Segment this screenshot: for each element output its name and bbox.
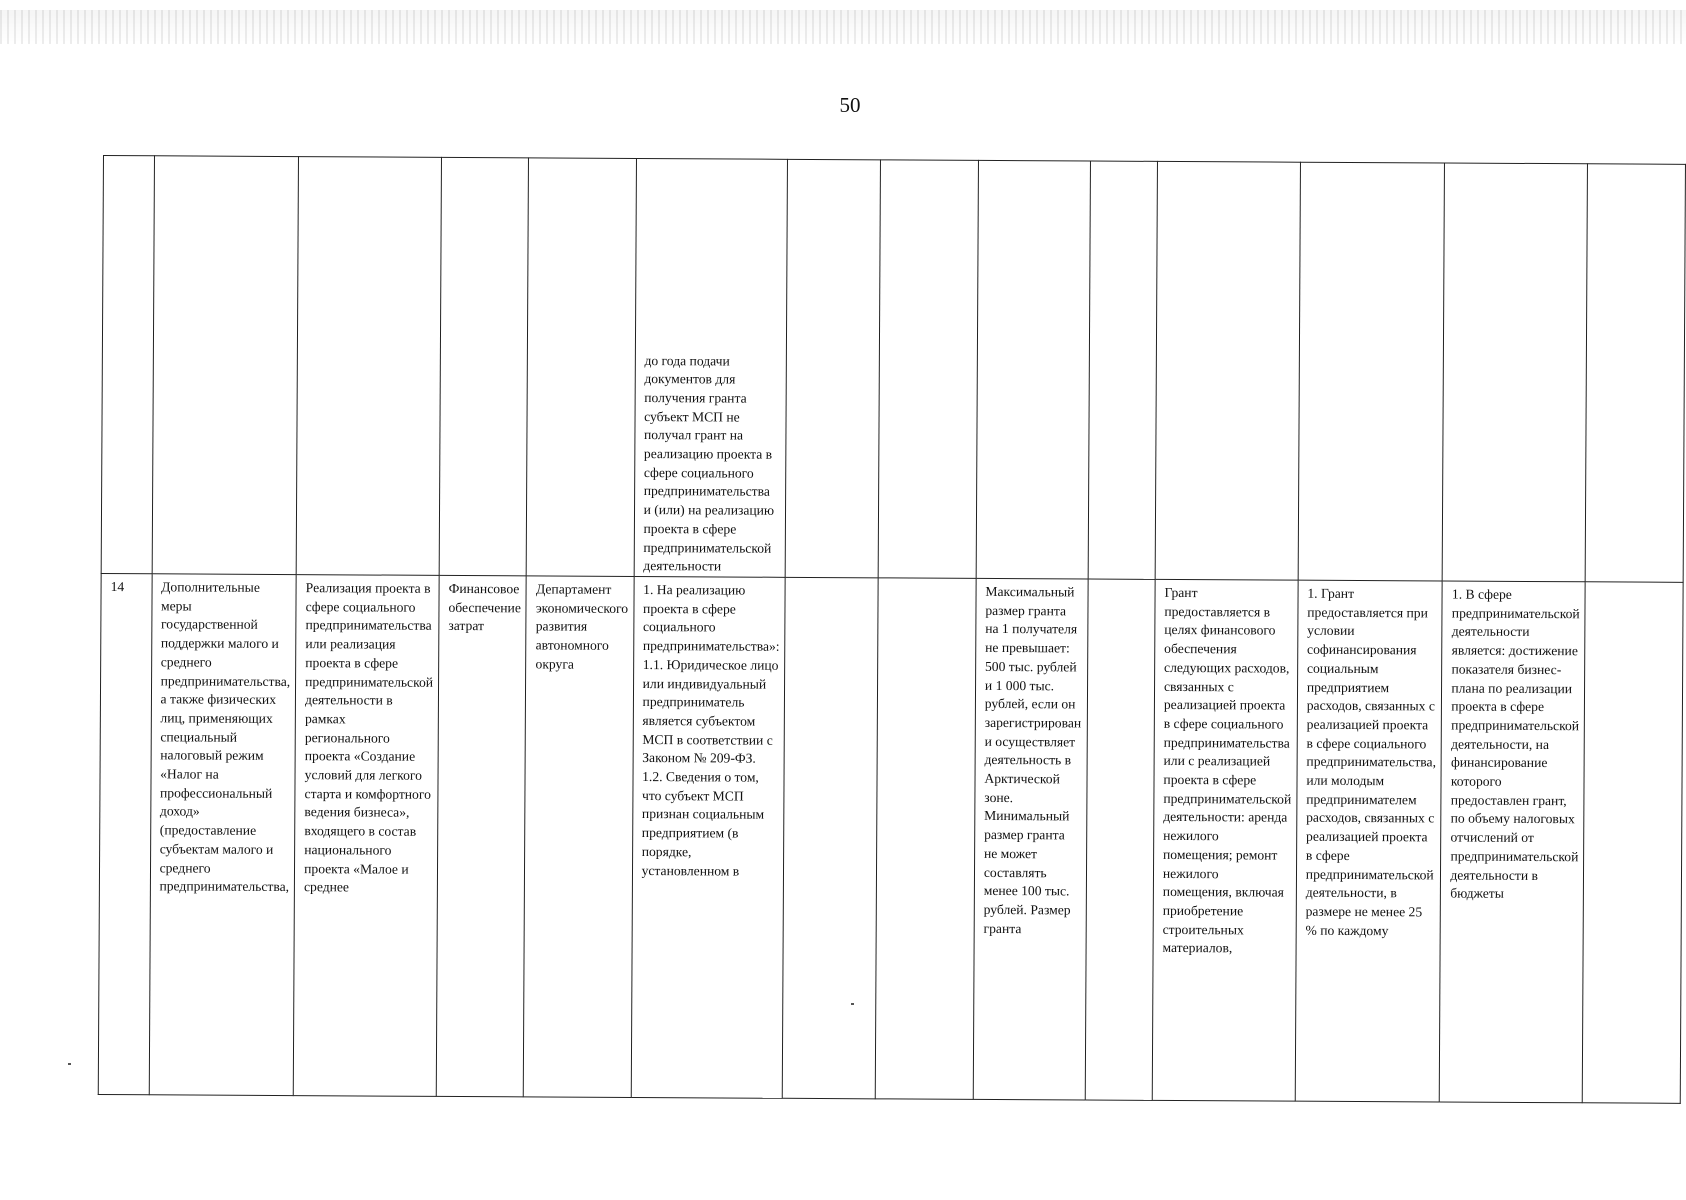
cell-result-indicator xyxy=(1440,581,1586,1103)
measure-name: Дополнительные меры государственной поддержки малого и среднего предпринимательства, а также физических лиц, применяющих специальный налоговый режим «Налог на профессиональный доход» (предоставление субъектам малого и среднего предпринимательства, xyxy=(159,579,291,895)
cell-empty-10 xyxy=(1088,161,1158,579)
cell-department xyxy=(527,158,637,577)
cell-grant-size xyxy=(976,160,1090,579)
cell-measure-name xyxy=(149,574,296,1096)
department: Департамент экономического развития автономного округа xyxy=(535,581,629,672)
cell-department xyxy=(524,576,634,1098)
scan-speck xyxy=(851,1003,854,1005)
cell-eligibility-requirements xyxy=(634,158,788,577)
cell-cofinancing xyxy=(1298,162,1445,581)
support-type: Финансовое обеспечение затрат xyxy=(448,580,521,634)
cell-empty-7 xyxy=(785,159,880,578)
cell-project xyxy=(293,575,439,1097)
cell-cofinancing xyxy=(1295,580,1442,1102)
cell-number xyxy=(101,156,154,574)
cell-project xyxy=(296,157,441,576)
cell-grant-purpose xyxy=(1152,579,1298,1101)
cell-empty-10 xyxy=(1085,579,1155,1100)
cell-empty-14 xyxy=(1585,164,1685,583)
cell-empty-14 xyxy=(1582,582,1683,1104)
cell-result-indicator xyxy=(1443,163,1588,582)
cell-empty-8 xyxy=(875,578,976,1100)
cell-measure-name xyxy=(152,156,299,575)
row-number: 14 xyxy=(110,579,125,595)
cell-grant-purpose xyxy=(1155,161,1300,580)
cell-empty-7 xyxy=(783,577,879,1099)
cell-eligibility-requirements xyxy=(631,576,786,1098)
cell-empty-8 xyxy=(878,160,978,579)
eligibility-requirements: 1. На реализацию проекта в сфере социального предпринимательства»: 1.1. Юридическое лицо или индивидуальный предприниматель является субъектом МСП в соответствии с Законом № 209-ФЗ. 1.2. Сведения о том, что субъект МСП признан социальным предприятием (в порядке, установленном в xyxy=(641,582,780,879)
cell-number xyxy=(98,573,152,1094)
cell-support-type xyxy=(439,157,529,575)
result-indicator: 1. В сфере предпринимательской деятельности является: достижение показателя бизнес-плана по реализации проекта в сфере предпринимательской деятельности, на финансирование которого предоставлен грант, по объему налоговых отчислений от предпринимательской деятельности в бюджеты xyxy=(1450,586,1580,902)
scan-edge-noise xyxy=(0,10,1686,44)
cell-support-type xyxy=(436,575,526,1096)
measures-table xyxy=(98,155,1686,1104)
eligibility-requirements-continued: до года подачи документов для получения гранта субъект МСП не получал грант на реализацию проекта в сфере социального предпринимательства и (или) на реализацию проекта в сфере предпринимательской деятельности xyxy=(643,352,775,574)
grant-purpose: Грант предоставляется в целях финансового обеспечения следующих расходов, связанных с реализацией проекта в сфере социального предпринимательства или с реализацией проекта в сфере предпринимательской деятельности: аренда нежилого помещения; ремонт нежилого помещения, включая приобретение строительных материалов, xyxy=(1162,584,1292,956)
scan-speck xyxy=(68,1063,71,1065)
table-row-14 xyxy=(98,573,1683,1103)
table-row-continued xyxy=(101,156,1685,583)
grant-size: Максимальный размер гранта на 1 получателя не превышает: 500 тыс. рублей и 1 000 тыс. рублей, если он зарегистрирован и осуществляет деятельность в Арктической зоне. Минимальный размер гранта не может составлять менее 100 тыс. рублей. Размер гранта xyxy=(983,583,1082,936)
cofinancing: 1. Грант предоставляется при условии софинансирования социальным предприятием расходов, связанных с реализацией проекта в сфере социального предпринимательства, или молодым предпринимателем расходов, связанных с реализацией проекта в сфере предпринимательской деятельности, в размере не менее 25 % по каждому xyxy=(1305,585,1437,938)
page-number: 50 xyxy=(839,93,861,117)
cell-grant-size xyxy=(973,578,1088,1100)
project: Реализация проекта в сфере социального предпринимательства или реализация проекта в сфере предпринимательской деятельности в рамках регионального проекта «Создание условий для легкого старта и комфортного ведения бизнеса», входящего в состав национального проекта «Малое и среднее xyxy=(303,580,434,895)
